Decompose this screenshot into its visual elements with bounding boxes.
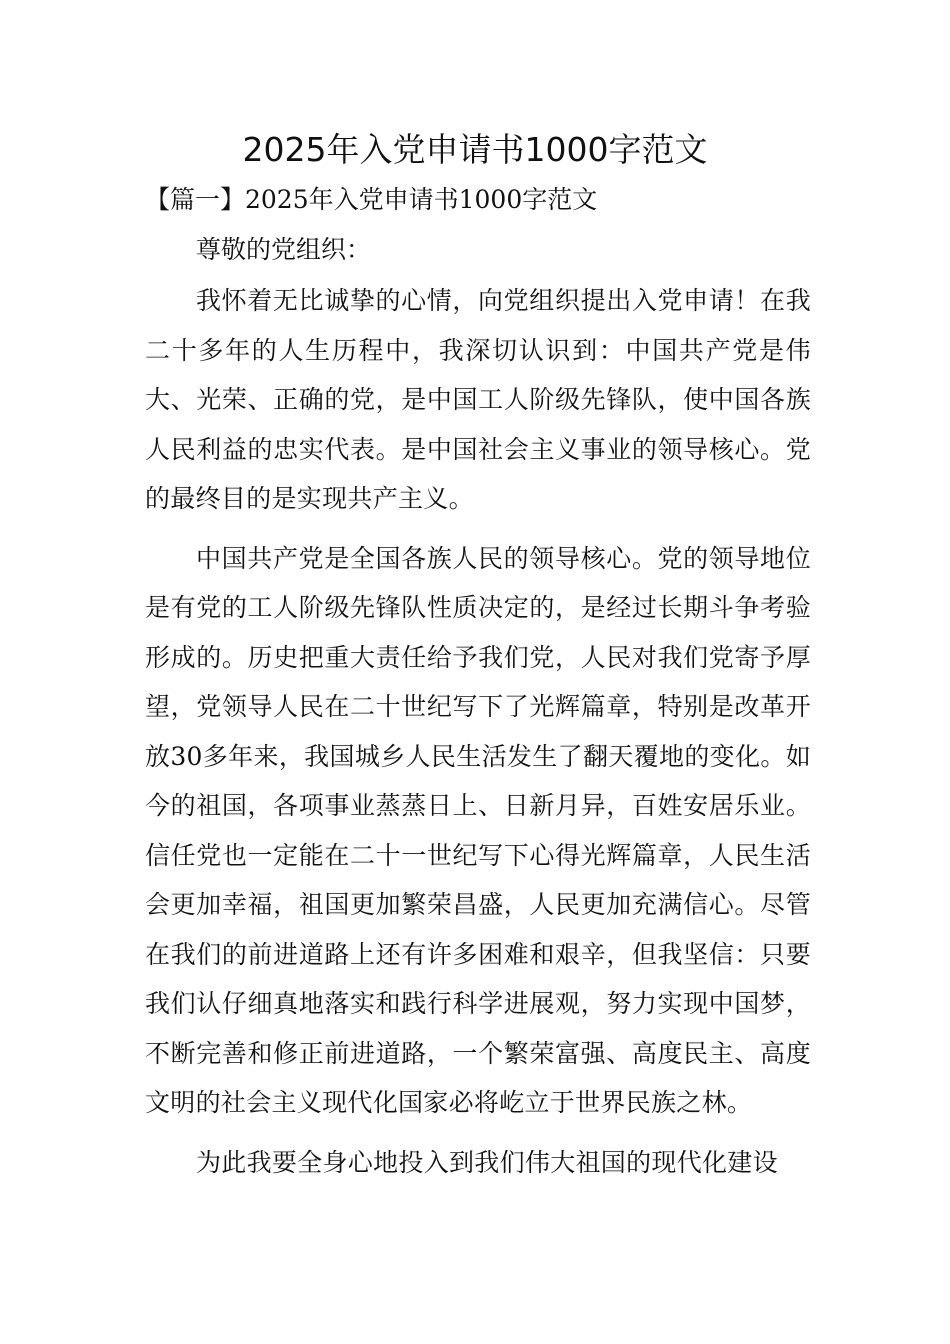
section-heading: 【篇一】2025年入党申请书1000字范文 [145,185,598,214]
paragraph: 中国共产党是全国各族人民的领导核心。党的领导地位是有党的工人阶级先锋队性质决定的，是经过长期斗争考验形成的。历史把重大责任给予我们党，人民对我们党寄予厚望，党领导人民在二十世纪写下了光辉篇章，特别是改革开放30多年来，我国城乡人民生活发生了翻天覆地的变化。如今的祖国，各项事业蒸蒸日上、日新月异，百姓安居乐业。信任党也一定能在二十一世纪写下心得光辉篇章，人民生活会更加幸福，祖国更加繁荣昌盛，人民更加充满信心。尽管在我们的前进道路上还有许多困难和艰辛，但我坚信：只要我们认仔细真地落实和践行科学进展观，努力实现中国梦，不断完善和修正前进道路，一个繁荣富强、高度民主、高度文明的社会主义现代化国家必将屹立于世界民族之林。 [145,543,811,1117]
document-title: 2025年入党申请书1000字范文 [242,130,708,169]
salutation: 尊敬的党组织： [196,235,372,264]
body-text [145,276,811,1197]
paragraph: 我怀着无比诚挚的心情，向党组织提出入党申请！在我二十多年的人生历程中，我深切认识到：中国共产党是伟大、光荣、正确的党，是中国工人阶级先锋队，使中国各族人民利益的忠实代表。是中国社会主义事业的领导核心。党的最终目的是实现共产主义。 [145,286,811,513]
paragraph: 为此我要全身心地投入到我们伟大祖国的现代化建设 [196,1147,778,1177]
